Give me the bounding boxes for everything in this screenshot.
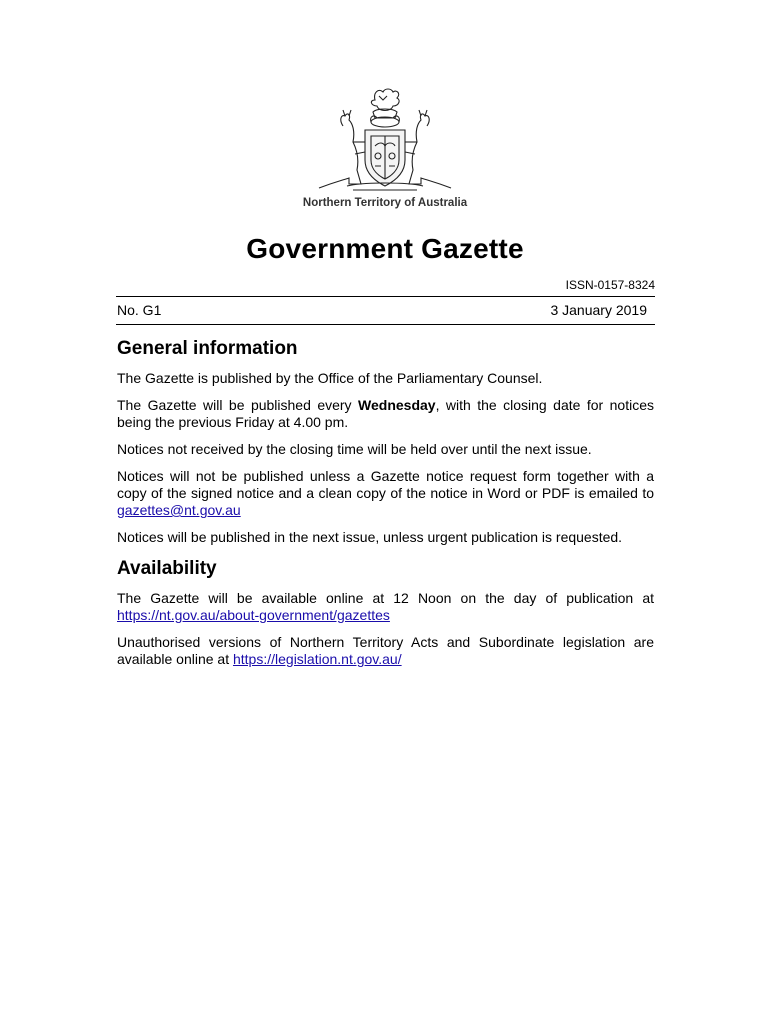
nt-coat-of-arms-icon	[313, 86, 457, 196]
email-link[interactable]: gazettes@nt.gov.au	[117, 502, 241, 518]
divider-top	[116, 296, 655, 297]
issue-number: No. G1	[117, 302, 162, 318]
paragraph-submission	[117, 468, 654, 519]
issn-label: ISSN-0157-8324	[565, 278, 655, 292]
paragraph-online	[117, 590, 654, 624]
paragraph-legislation	[117, 634, 654, 668]
legislation-link[interactable]: https://legislation.nt.gov.au/	[232, 651, 402, 667]
section-heading-general: General information	[117, 338, 298, 359]
gazettes-link[interactable]: https://nt.gov.au/about-government/gazettes	[117, 607, 390, 623]
paragraph-schedule	[117, 397, 654, 431]
paragraph-urgent: Notices will be published in the next issue, unless urgent publication is requested.	[117, 529, 623, 545]
legislation-text: Unauthorised versions of Northern Territory Acts and Subordinate legislation are available online at	[117, 634, 654, 667]
schedule-day: Wednesday	[358, 397, 436, 413]
gazette-body	[117, 336, 654, 678]
submission-text: Notices will not be published unless a Gazette notice request form together with a copy of the signed notice and a clean copy of the notice in Word or PDF is emailed to	[117, 468, 654, 501]
paragraph-publisher: The Gazette is published by the Office of the Parliamentary Counsel.	[117, 370, 543, 386]
divider-bottom	[116, 324, 655, 325]
page-title: Government Gazette	[246, 233, 524, 264]
jurisdiction-label: Northern Territory of Australia	[302, 197, 468, 209]
schedule-text-end: , with the closing date for notices being the previous Friday at 4.00 pm.	[117, 397, 654, 430]
online-text: The Gazette will be available online at 12 Noon on the day of publication at	[117, 590, 654, 606]
issue-date: 3 January 2019	[550, 302, 647, 318]
section-heading-availability: Availability	[117, 558, 217, 579]
paragraph-holdover: Notices not received by the closing time will be held over until the next issue.	[117, 441, 592, 457]
schedule-text-start: The Gazette will be published every	[117, 397, 359, 413]
